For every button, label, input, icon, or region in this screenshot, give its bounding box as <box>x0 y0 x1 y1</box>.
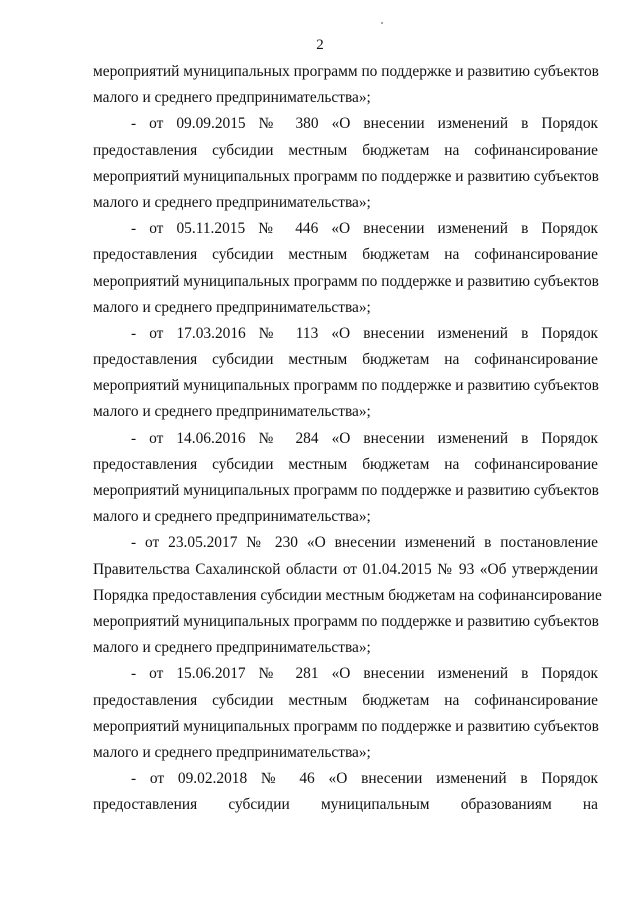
text-line: мероприятий муниципальных программ по поддержке и развитию субъектов <box>93 482 599 499</box>
scan-speck <box>381 22 383 24</box>
list-item-line: - от 09.02.2018 № 46 «О внесении изменений в Порядок <box>131 770 598 788</box>
text-line: малого и среднего предпринимательства»; <box>93 298 371 316</box>
text-line: мероприятий муниципальных программ по поддержке и развитию субъектов <box>93 63 599 80</box>
list-item-line: - от 23.05.2017 № 230 «О внесении изменений в постановление <box>131 534 598 552</box>
text-line: малого и среднего предпринимательства»; <box>93 403 371 421</box>
text-line: малого и среднего предпринимательства»; <box>93 743 371 761</box>
text-line: малого и среднего предпринимательства»; <box>93 508 371 526</box>
text-line: Правительства Сахалинской области от 01.04.2015 № 93 «Об утверждении <box>93 560 598 578</box>
list-item-line: - от 09.09.2015 № 380 «О внесении изменений в Порядок <box>131 115 598 133</box>
page-number: 2 <box>316 37 324 53</box>
list-item-line: - от 17.03.2016 № 113 «О внесении изменений в Порядок <box>131 324 598 342</box>
list-item-line: - от 05.11.2015 № 446 «О внесении изменений в Порядок <box>131 220 598 238</box>
text-line: предоставления субсидии муниципальным образованиям на <box>93 796 598 814</box>
text-line: малого и среднего предпринимательства»; <box>93 193 371 211</box>
text-line: предоставления субсидии местным бюджетам на софинансирование <box>93 455 598 473</box>
document-body <box>93 59 602 818</box>
text-line: предоставления субсидии местным бюджетам на софинансирование <box>93 246 598 264</box>
text-line: мероприятий муниципальных программ по поддержке и развитию субъектов <box>93 167 599 185</box>
text-line: предоставления субсидии местным бюджетам на софинансирование <box>93 141 598 159</box>
text-line: мероприятий муниципальных программ по поддержке и развитию субъектов <box>93 377 599 395</box>
text-line: мероприятий муниципальных программ по поддержке и развитию субъектов <box>93 272 599 290</box>
text-line: предоставления субсидии местным бюджетам на софинансирование <box>93 691 598 709</box>
text-line: малого и среднего предпринимательства»; <box>93 639 371 657</box>
list-item-line: - от 15.06.2017 № 281 «О внесении изменений в Порядок <box>131 665 598 683</box>
text-line: мероприятий муниципальных программ по поддержке и развитию субъектов <box>93 612 599 630</box>
text-line: предоставления субсидии местным бюджетам на софинансирование <box>93 351 598 369</box>
text-line: малого и среднего предпринимательства»; <box>93 89 371 107</box>
text-line: Порядка предоставления субсидии местным бюджетам на софинансирование <box>93 586 602 604</box>
list-item-line: - от 14.06.2016 № 284 «О внесении изменений в Порядок <box>131 429 598 447</box>
text-line: мероприятий муниципальных программ по поддержке и развитию субъектов <box>93 717 599 735</box>
